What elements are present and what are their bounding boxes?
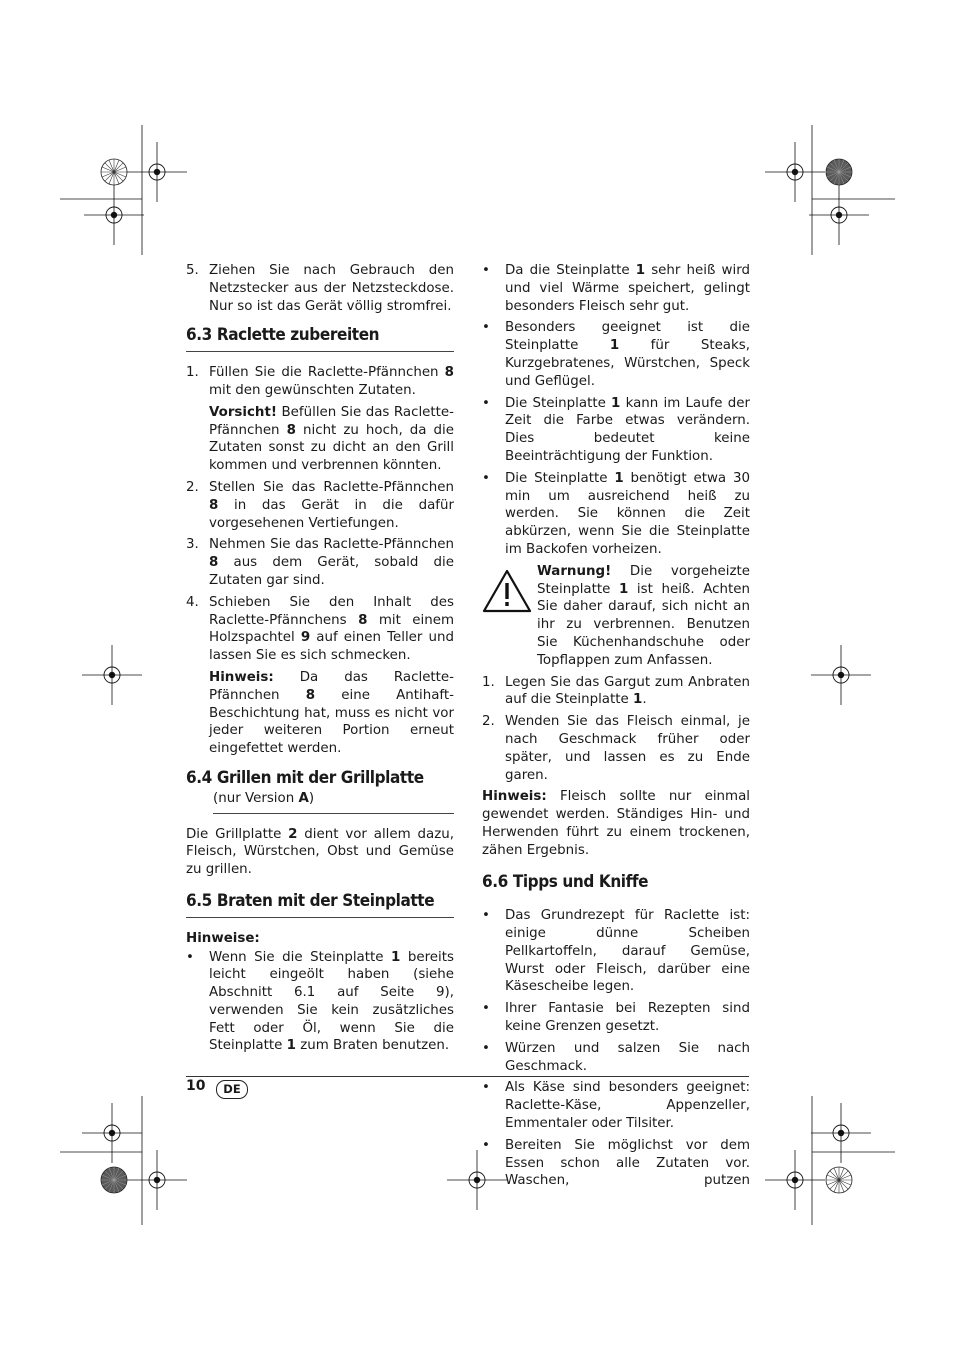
- list-item: • Würzen und salzen Sie nach Geschmack.: [482, 1040, 750, 1074]
- list-item: • Das Grundrezept für Raclette ist: einige dünne Scheiben Pellkartoffeln, darauf Gemüse, Wurst oder Fleisch, darüber eine Käsescheibe legen.: [482, 908, 750, 995]
- warning-block: [482, 563, 750, 670]
- list-item: • Besonders geeignet ist die Steinplatte 1 für Steaks, Kurzgebratenes, Würstchen, Speck und Geflügel.: [482, 320, 751, 389]
- paragraph: Die Grillplatte 2 dient vor allem dazu, Fleisch, Würstchen, Obst und Gemüse zu grillen.: [186, 826, 454, 878]
- list-item: 3. Nehmen Sie das Raclette-Pfännchen 8 aus dem Gerät, sobald die Zutaten gar sind.: [186, 537, 454, 588]
- list-item: 4. Schieben Sie den Inhalt des Raclette-Pfännchens 8 mit einem Holzspachtel 9 auf einen Teller und lassen Sie es sich schmecken.: [186, 594, 454, 664]
- page-number: 10: [186, 1078, 206, 1094]
- list-item: • Da die Steinplatte 1 sehr heiß wird und viel Wärme speichert, gelingt besonders Fleisch sehr gut.: [482, 263, 750, 314]
- list-item: 2. Wenden Sie das Fleisch einmal, je nach Geschmack früher oder später, und lassen es zu Ende garen.: [482, 714, 750, 783]
- warning-text: Warnung! Die vorgeheizte Steinplatte 1 ist heiß. Achten Sie daher darauf, sich nicht an ihr zu verbrennen. Benutzen Sie Küchenhandschuhe oder Topflappen zum Anfassen.: [537, 563, 750, 668]
- list-item: 5. Ziehen Sie nach Gebrauch den Netzstecker aus der Netzsteckdose. Nur so ist das Gerät völlig stromfrei.: [186, 263, 454, 314]
- hint-note: Hinweis: Da das Raclette-Pfännchen 8 eine Antihaft-Beschichtung hat, muss es nicht vor jeder weiteren Portion erneut eingefettet werden.: [209, 669, 454, 757]
- section-heading-6-3: 6.3 Raclette zubereiten: [186, 327, 454, 352]
- warning-triangle-icon: [482, 563, 537, 670]
- caution-note: Vorsicht! Befüllen Sie das Raclette-Pfännchen 8 nicht zu hoch, da die Zutaten sonst zu dicht an den Grill kommen und verbrennen könnten.: [209, 404, 454, 474]
- list-item: • Wenn Sie die Steinplatte 1 bereits leicht eingeölt haben (siehe Abschnitt 6.1 auf Seite 9), verwenden Sie kein zusätzliches Fett oder Öl, wenn Sie die Steinplatte 1 zum Braten benutzen.: [186, 949, 454, 1054]
- list-item: • Die Steinplatte 1 benötigt etwa 30 min um ausreichend heiß zu werden. Sie können die Zeit abkürzen, wenn Sie die Steinplatte im Backofen vorheizen.: [482, 470, 750, 557]
- list-item: 1. Füllen Sie die Raclette-Pfännchen 8 mit den gewünschten Zutaten.: [186, 365, 454, 398]
- hint-paragraph: Hinweis: Fleisch sollte nur einmal gewendet werden. Ständiges Hin- und Herwenden führt zu einem trockenen, zähen Ergebnis.: [482, 789, 750, 858]
- list-item: • Als Käse sind besonders geeignet: Raclette-Käse, Appenzeller, Emmentaler oder Tilsiter.: [482, 1080, 750, 1132]
- section-heading-6-4: 6.4 Grillen mit der Grillplatte (nur Version A): [186, 770, 454, 814]
- list-item: 2. Stellen Sie das Raclette-Pfännchen 8 in das Gerät in die dafür vorgesehenen Vertiefungen.: [186, 479, 454, 531]
- list-item: • Ihrer Fantasie bei Rezepten sind keine Grenzen gesetzt.: [482, 1001, 750, 1035]
- list-item: • Bereiten Sie möglichst vor dem Essen schon alle Zutaten vor. Waschen, putzen: [482, 1137, 750, 1189]
- left-column: [186, 262, 454, 1059]
- version-note: (nur Version A): [213, 790, 454, 814]
- list-item: 1. Legen Sie das Gargut zum Anbraten auf die Steinplatte 1.: [482, 674, 750, 708]
- right-column: [482, 262, 750, 1194]
- footer-divider: [186, 1076, 749, 1077]
- section-heading-6-5: 6.5 Braten mit der Steinplatte: [186, 893, 454, 918]
- list-item: • Die Steinplatte 1 kann im Laufe der Zeit die Farbe etwas verändern. Dies bedeutet keine Beeinträchtigung der Funktion.: [482, 395, 750, 464]
- section-heading-6-6: 6.6 Tipps und Kniffe: [482, 871, 649, 892]
- language-badge: DE: [216, 1080, 248, 1099]
- hints-label: Hinweise:: [186, 930, 260, 946]
